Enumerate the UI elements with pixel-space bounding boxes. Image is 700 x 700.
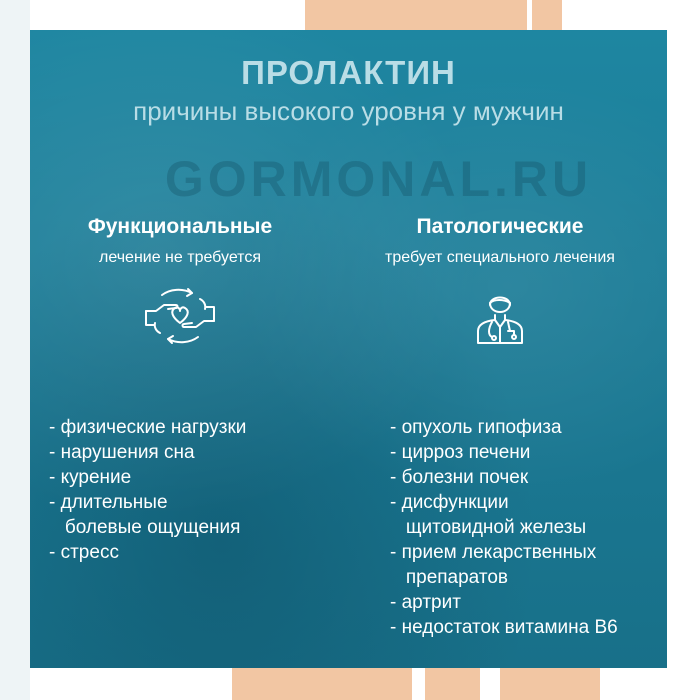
list-item: - нарушения сна <box>49 442 195 463</box>
decor-stripe-bottom <box>232 668 412 700</box>
list-item: болевые ощущения <box>49 517 241 538</box>
list-item: - прием лекарственных <box>390 542 597 563</box>
list-item: щитовидной железы <box>390 517 587 538</box>
functional-subtitle: лечение не требуется <box>99 249 261 266</box>
functional-title: Функциональные <box>87 215 273 238</box>
list-item: препаратов <box>390 567 508 588</box>
list-item: - стресс <box>49 542 119 563</box>
pathological-title: Патологические <box>416 215 584 238</box>
list-item: - болезни почек <box>390 467 529 488</box>
pathological-subtitle: требует специального лечения <box>385 249 615 266</box>
list-item: - дисфункции <box>390 492 509 513</box>
watermark: GORMONAL.RU <box>164 151 593 207</box>
pathological-column <box>335 215 665 638</box>
page-edge <box>0 0 30 700</box>
list-item: - физические нагрузки <box>49 417 247 438</box>
decor-stripe-top-small <box>532 0 562 30</box>
list-item: - цирроз печени <box>390 442 531 463</box>
list-item: - длительные <box>49 492 168 513</box>
functional-column <box>30 215 330 563</box>
page-subtitle: причины высокого уровня у мужчин <box>133 96 564 126</box>
doctor-icon <box>470 285 530 347</box>
decor-stripe-top <box>305 0 527 30</box>
list-item: - курение <box>49 467 132 488</box>
list-item: - опухоль гипофиза <box>390 417 562 438</box>
hands-heart-icon <box>142 285 218 347</box>
infographic-card <box>30 30 667 668</box>
page-title: ПРОЛАКТИН <box>241 54 456 91</box>
pathological-list <box>390 415 618 640</box>
list-item: - артрит <box>390 592 461 613</box>
functional-list <box>49 415 246 565</box>
decor-stripe-bottom-right <box>500 668 600 700</box>
list-item: - недостаток витамина В6 <box>390 617 618 638</box>
decor-stripe-bottom-small <box>425 668 480 700</box>
